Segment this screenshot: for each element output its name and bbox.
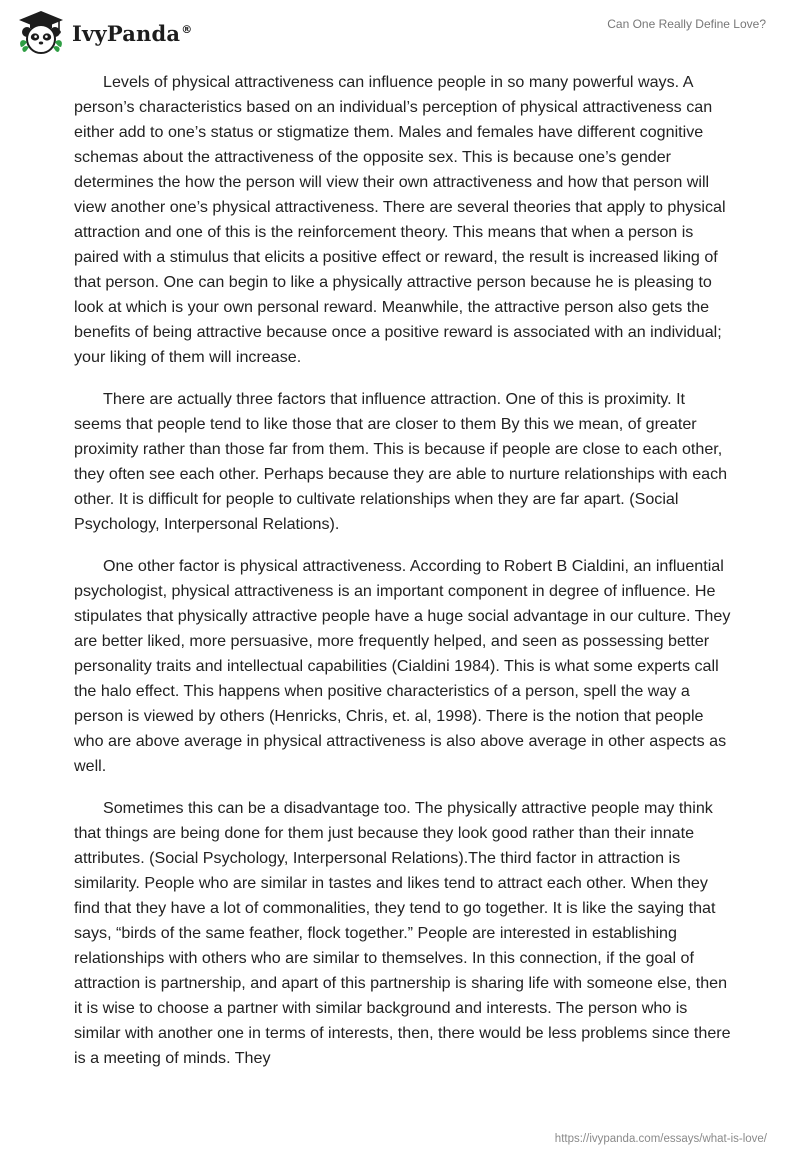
paragraph: Sometimes this can be a disadvantage too. The physically attractive people may think that things are being done for them just because they look good rather than their innate attributes. (Social Psychology, Interpersonal Relations).The third factor in attraction is similarity. People who are similar in tastes and likes tend to attract each other. When they find that they have a lot of commonalities, they tend to go together. It is like the saying that says, “birds of the same feather, flock together.” People are interested in establishing relationships with others who are similar to themselves. In this connection, if the goal of attraction is partnership, and apart of this partnership is sharing life with someone else, then it is wise to choose a partner with similar background and interests. The person who is similar with another one in terms of interests, then, there would be less problems since there is a meeting of minds. They xyxy=(74,799,731,1067)
page-header xyxy=(0,0,800,70)
brand-name: IvyPanda® xyxy=(72,20,193,46)
registered-mark: ® xyxy=(181,22,193,36)
article-body xyxy=(74,70,734,1088)
source-url[interactable]: https://ivypanda.com/essays/what-is-love/ xyxy=(554,1133,767,1145)
ivypanda-logo[interactable] xyxy=(17,9,192,55)
paragraph: There are actually three factors that influence attraction. One of this is proximity. It seems that people tend to like those that are closer to them By this we mean, of greater proximity rather than those far from them. This is because if people are close to each other, they often see each other. Perhaps because they are able to nurture relationships with each other. It is difficult for people to cultivate relationships when they are far apart. (Social Psychology, Interpersonal Relations). xyxy=(74,390,728,533)
paragraph: One other factor is physical attractiveness. According to Robert B Cialdini, an influential psychologist, physical attractiveness is an important component in degree of influence. He stipulates that physically attractive people have a huge social advantage in our culture. They are better liked, more persuasive, more frequently helped, and seen as possessing better personality traits and intellectual capabilities (Cialdini 1984). This is what some experts call the halo effect. This happens when positive characteristics of a person, spell the way a person is viewed by others (Henricks, Chris, et. al, 1998). There is the notion that people who are above average in physical attractiveness is also above average in other aspects as well. xyxy=(74,557,731,775)
panda-graduate-icon xyxy=(17,9,65,55)
document-title: Can One Really Define Love? xyxy=(607,17,766,31)
paragraph: Levels of physical attractiveness can influence people in so many powerful ways. A person’s characteristics based on an individual’s perception of physical attractiveness can either add to one’s status or stigmatize them. Males and females have different cognitive schemas about the attractiveness of the opposite sex. This is because one’s gender determines the how the person will view their own attractiveness and how that person will view another one’s physical attractiveness. There are several theories that apply to physical attraction and one of this is the reinforcement theory. This means that when a person is paired with a stimulus that elicits a positive effect or reward, the result is increased liking of that person. One can begin to like a physically attractive person because he is pleasing to look at which is your own personal reward. Meanwhile, the attractive person also gets the benefits of being attractive because once a positive reward is associated with an individual; your liking of them will increase. xyxy=(74,73,726,366)
